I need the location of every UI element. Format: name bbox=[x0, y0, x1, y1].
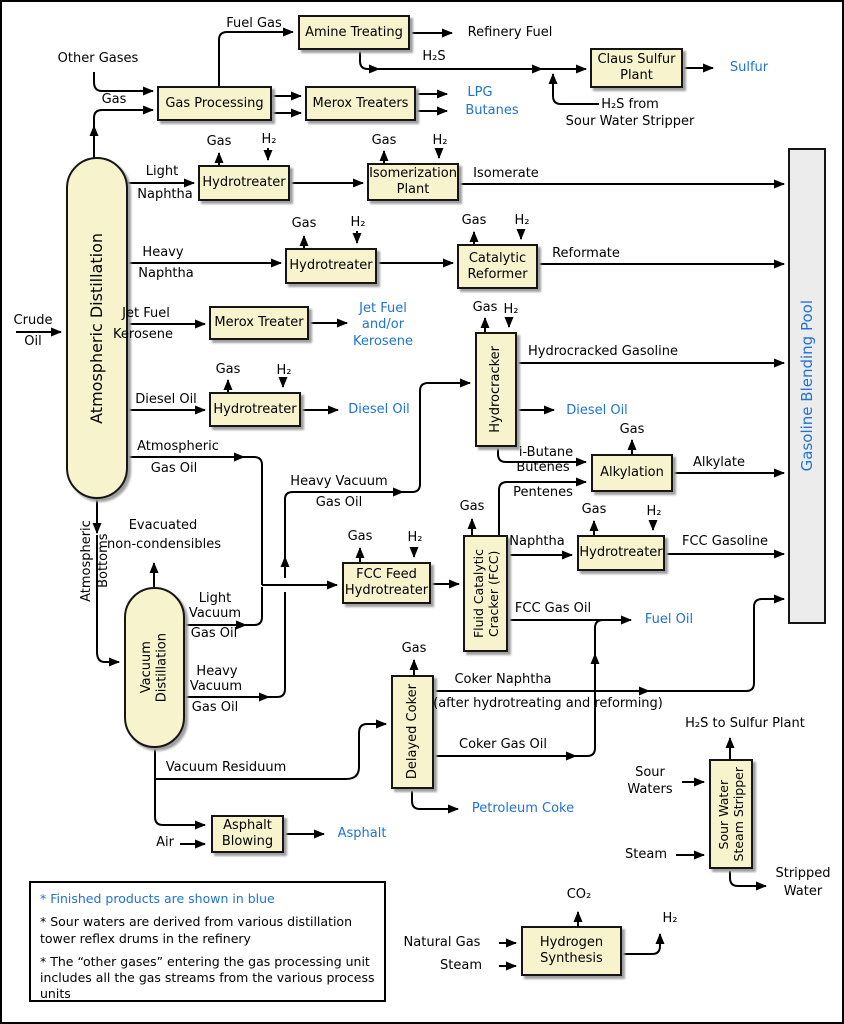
label-h2: H₂ bbox=[350, 215, 366, 231]
label-coker-gas-oil: Coker Gas Oil bbox=[459, 737, 547, 753]
label-butenes: Butenes bbox=[516, 460, 570, 476]
label-fcc-gas-oil: FCC Gas Oil bbox=[514, 601, 592, 617]
label-butanes: Butanes bbox=[465, 103, 519, 119]
unit-label: Synthesis bbox=[540, 951, 603, 966]
label-gas: Gas bbox=[461, 213, 487, 229]
label-i-butane: i-Butane bbox=[518, 445, 574, 461]
label-h2: H₂ bbox=[407, 530, 423, 546]
label-heavy-vacuum-gas-oil-v2: Vacuum bbox=[189, 679, 243, 695]
label-fuel-gas: Fuel Gas bbox=[226, 16, 282, 32]
label-jet-fuel-product-2: and/or bbox=[361, 317, 405, 333]
label-light-naphtha-1: Light bbox=[145, 164, 179, 180]
label-heavy-naphtha-1: Heavy bbox=[142, 245, 184, 261]
unit-delayed-coker bbox=[391, 675, 434, 789]
unit-label: Steam Stripper bbox=[731, 766, 746, 862]
label-diesel-oil-product: Diesel Oil bbox=[566, 403, 628, 419]
label-natural-gas: Natural Gas bbox=[403, 935, 481, 951]
unit-label: Alkylation bbox=[600, 465, 664, 481]
label-h2s-from-line1: H₂S from bbox=[601, 97, 659, 113]
unit-gas-processing bbox=[157, 86, 272, 121]
unit-label: Amine Treating bbox=[305, 24, 403, 40]
label-heavy-vacuum-gas-oil-v3: Gas Oil bbox=[191, 700, 239, 716]
label-heavy-vacuum-gas-oil-2: Gas Oil bbox=[315, 495, 363, 511]
label-coker-note: (after hydrotreating and reforming) bbox=[433, 696, 663, 712]
label-sulfur: Sulfur bbox=[729, 60, 769, 76]
unit-label: Hydrocracker bbox=[488, 346, 504, 433]
label-fcc-gasoline: FCC Gasoline bbox=[682, 534, 768, 550]
label-light-vacuum-gas-oil-1: Light bbox=[198, 591, 232, 607]
label-steam: Steam bbox=[625, 847, 667, 863]
unit-hydrotreater-light-naphtha bbox=[198, 165, 290, 201]
unit-label: Asphalt bbox=[223, 818, 272, 834]
label-gas: Gas bbox=[215, 362, 241, 378]
label-h2s-to-sulfur-plant: H₂S to Sulfur Plant bbox=[685, 716, 805, 732]
label-lpg: LPG bbox=[467, 85, 493, 101]
unit-fluid-catalytic-cracker bbox=[463, 535, 508, 652]
unit-label: Delayed Coker bbox=[404, 684, 420, 780]
unit-hydrogen-synthesis bbox=[521, 926, 622, 976]
unit-label: Distillation bbox=[154, 632, 170, 703]
label-crude-oil-1: Crude bbox=[13, 313, 53, 329]
label-gas: Gas bbox=[291, 216, 317, 232]
label-gas: Gas bbox=[371, 133, 397, 149]
unit-label: Blowing bbox=[221, 834, 274, 849]
legend-notes-box bbox=[29, 881, 386, 1002]
label-gas: Gas bbox=[347, 529, 373, 545]
label-diesel-oil: Diesel Oil bbox=[135, 392, 197, 408]
unit-hydrotreater-heavy-naphtha bbox=[285, 248, 377, 284]
unit-fcc-feed-hydrotreater bbox=[342, 562, 431, 604]
label-h2s: H₂S bbox=[422, 49, 446, 65]
label-crude-oil-2: Oil bbox=[24, 334, 42, 350]
label-fuel-oil: Fuel Oil bbox=[644, 612, 694, 628]
label-atmospheric-gas-oil-1: Atmospheric bbox=[137, 439, 219, 455]
label-h2: H₂ bbox=[276, 363, 292, 379]
unit-label: Hydrotreater bbox=[289, 258, 373, 274]
label-stripped-water-2: Water bbox=[783, 884, 823, 900]
label-gas: Gas bbox=[472, 300, 498, 316]
unit-label: Gas Processing bbox=[165, 95, 264, 111]
unit-merox-treaters bbox=[305, 86, 416, 121]
unit-catalytic-reformer bbox=[457, 244, 538, 289]
flow-lines bbox=[2, 2, 844, 1024]
label-other-gases: Other Gases bbox=[57, 51, 139, 67]
label-coker-naphtha: Coker Naphtha bbox=[454, 672, 552, 688]
unit-merox-treater bbox=[209, 306, 309, 340]
unit-hydrotreater-diesel bbox=[209, 392, 301, 427]
label-atmospheric-gas-oil-2: Gas Oil bbox=[150, 461, 198, 477]
unit-label: Plant bbox=[396, 182, 430, 197]
pool-label: Gasoline Blending Pool bbox=[798, 300, 816, 472]
label-isomerate: Isomerate bbox=[473, 166, 539, 182]
unit-amine-treating bbox=[298, 15, 410, 50]
unit-label: Claus Sulfur bbox=[597, 52, 676, 68]
unit-label: Hydrotreater bbox=[579, 545, 663, 561]
unit-hydrotreater-fcc-naphtha bbox=[577, 535, 665, 571]
unit-label: Hydrotreater bbox=[344, 583, 429, 598]
unit-label: Merox Treaters bbox=[312, 95, 409, 111]
unit-label: Hydrotreater bbox=[213, 401, 297, 417]
label-naphtha: Naphtha bbox=[509, 534, 565, 550]
label-gas: Gas bbox=[401, 641, 427, 657]
unit-label: Merox Treater bbox=[214, 315, 304, 331]
label-hydrocracked-gasoline: Hydrocracked Gasoline bbox=[527, 344, 679, 360]
unit-label: Atmospheric Distillation bbox=[87, 232, 107, 424]
label-petroleum-coke: Petroleum Coke bbox=[471, 801, 575, 817]
note-other-gases: * The “other gases” entering the gas processing unit includes all the gas streams from the various process units bbox=[40, 953, 375, 1002]
unit-label: FCC Feed bbox=[356, 567, 417, 583]
label-gas: Gas bbox=[619, 422, 645, 438]
label-jet-fuel-product-3: Kerosene bbox=[353, 334, 413, 350]
unit-label: Plant bbox=[620, 68, 653, 83]
label-gas: Gas bbox=[101, 92, 127, 108]
unit-label: Fluid Catalytic bbox=[470, 548, 486, 639]
label-atmospheric-bottoms: Atmospheric Bottoms bbox=[79, 520, 111, 602]
label-h2: H₂ bbox=[432, 133, 448, 149]
label-jet-fuel-product-1: Jet Fuel bbox=[359, 301, 407, 317]
label-gas: Gas bbox=[206, 134, 232, 150]
label-gas: Gas bbox=[581, 502, 607, 518]
label-light-naphtha-2: Naphtha bbox=[137, 187, 193, 203]
unit-label: Catalytic bbox=[468, 250, 527, 266]
label-h2: H₂ bbox=[503, 302, 519, 318]
unit-asphalt-blowing bbox=[211, 815, 284, 853]
unit-label: Cracker (FCC) bbox=[485, 550, 501, 637]
label-light-vacuum-gas-oil-2: Vacuum bbox=[188, 606, 242, 622]
label-h2: H₂ bbox=[261, 132, 277, 148]
label-sour-waters-2: Waters bbox=[627, 782, 673, 798]
unit-label: Hydrogen bbox=[539, 935, 604, 951]
label-light-vacuum-gas-oil-3: Gas Oil bbox=[190, 626, 238, 642]
label-evacuated-2: non-condensibles bbox=[107, 537, 221, 553]
unit-claus-sulfur-plant bbox=[590, 48, 683, 88]
unit-label: Vacuum bbox=[138, 641, 154, 694]
label-heavy-vacuum-gas-oil-v1: Heavy bbox=[196, 664, 238, 680]
label-h2s-from-line2: Sour Water Stripper bbox=[565, 114, 695, 130]
label-vacuum-residuum: Vacuum Residuum bbox=[165, 760, 287, 776]
label-heavy-vacuum-gas-oil-1: Heavy Vacuum bbox=[290, 474, 388, 490]
label-alkylate: Alkylate bbox=[693, 455, 745, 471]
label-kerosene: Kerosene bbox=[113, 327, 173, 343]
gasoline-blending-pool bbox=[788, 148, 826, 624]
label-sour-waters-1: Sour bbox=[635, 765, 665, 781]
label-diesel-oil-product: Diesel Oil bbox=[348, 402, 410, 418]
label-refinery-fuel: Refinery Fuel bbox=[467, 25, 553, 41]
unit-alkylation bbox=[591, 454, 673, 492]
unit-label: Sour Water bbox=[716, 779, 731, 849]
unit-hydrocracker bbox=[475, 332, 517, 447]
label-pentenes: Pentenes bbox=[513, 485, 573, 501]
label-jet-fuel: Jet Fuel bbox=[122, 306, 170, 322]
label-evacuated-1: Evacuated bbox=[128, 518, 198, 534]
label-steam: Steam bbox=[440, 958, 482, 974]
label-heavy-naphtha-2: Naphtha bbox=[138, 266, 194, 282]
unit-vacuum-distillation bbox=[124, 587, 185, 748]
label-air: Air bbox=[156, 835, 174, 851]
label-stripped-water-1: Stripped bbox=[775, 866, 831, 882]
label-reformate: Reformate bbox=[552, 246, 620, 262]
note-finished-products: * Finished products are shown in blue bbox=[40, 891, 275, 906]
unit-isomerization-plant bbox=[367, 163, 459, 201]
label-co2: CO₂ bbox=[566, 887, 592, 903]
unit-sour-water-steam-stripper bbox=[709, 759, 753, 869]
label-asphalt: Asphalt bbox=[337, 826, 387, 842]
label-h2: H₂ bbox=[646, 504, 662, 520]
label-gas: Gas bbox=[459, 499, 485, 515]
label-h2: H₂ bbox=[662, 911, 678, 927]
unit-label: Hydrotreater bbox=[202, 175, 286, 191]
unit-label: Reformer bbox=[467, 266, 528, 282]
unit-label: Isomerization bbox=[369, 166, 457, 182]
label-h2: H₂ bbox=[514, 213, 530, 229]
note-sour-waters: * Sour waters are derived from various distillation tower reflex drums in the refinery bbox=[40, 914, 352, 946]
